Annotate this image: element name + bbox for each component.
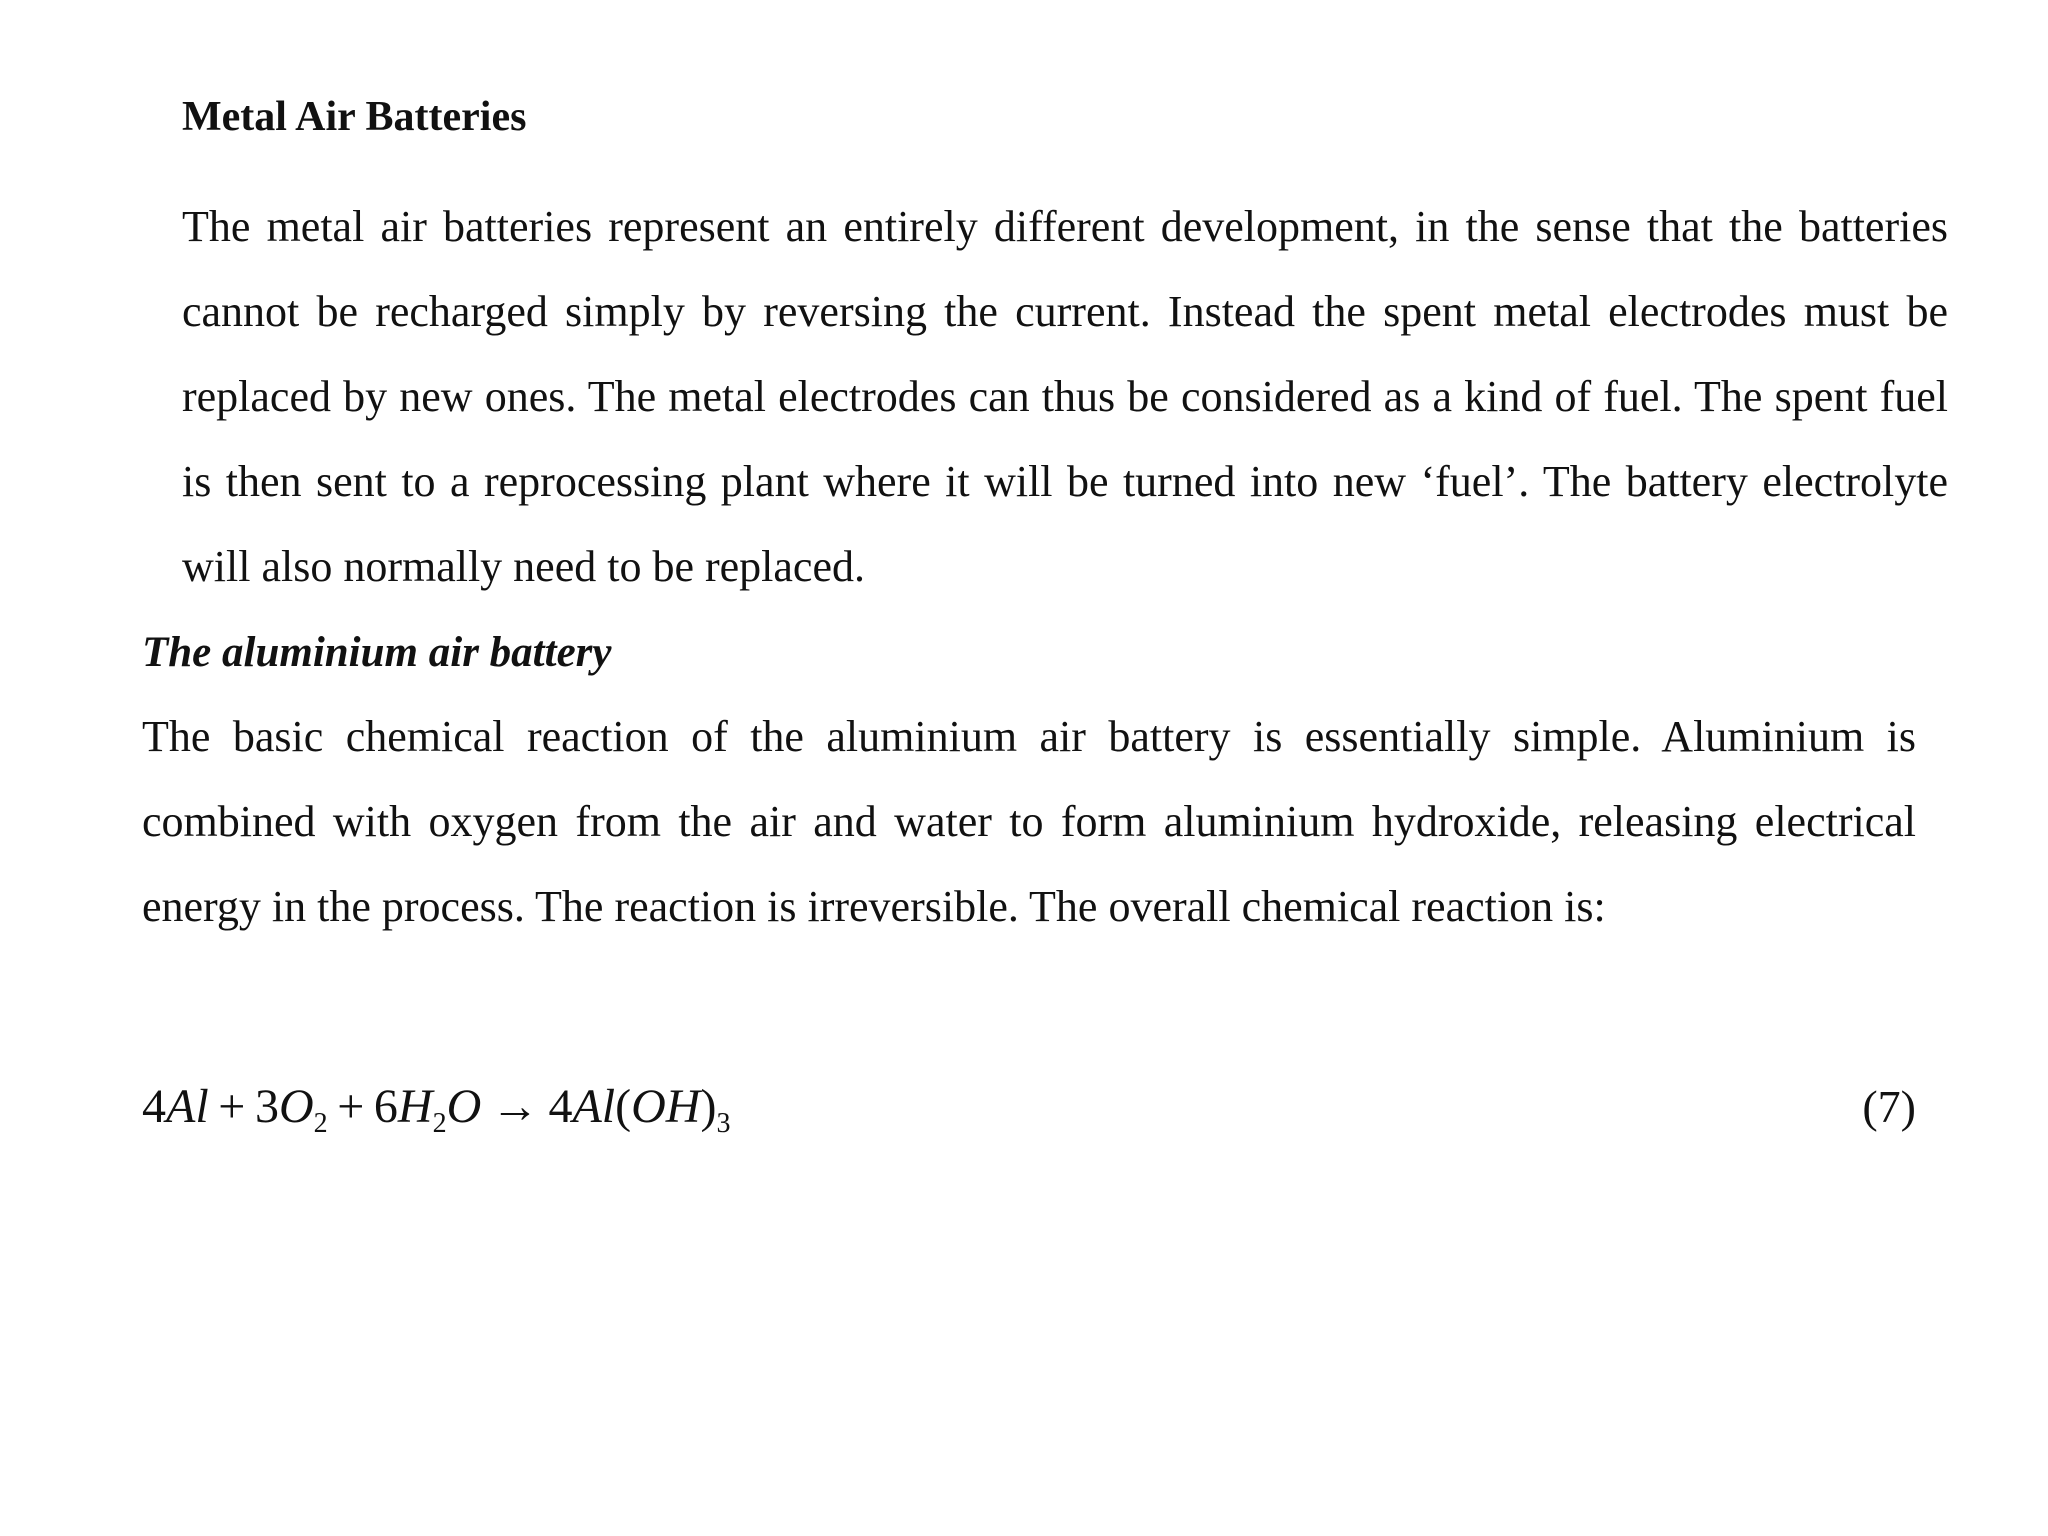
- section-title: Metal Air Batteries: [182, 94, 527, 140]
- subheading-aluminium-air-battery: The aluminium air battery: [142, 629, 612, 676]
- equation-row: [142, 1072, 1916, 1142]
- paragraph-aluminium-reaction: The basic chemical reaction of the aluminium air battery is essentially simple. Aluminium is combined with oxygen from the air and water to form aluminium hydroxide, releasing electrical energy in the process. The reaction is irreversible. The overall chemical reaction is:: [142, 712, 1916, 931]
- chemical-equation: $4Al + 3O_2 + 6H_2O \to 4Al(OH)_3$: [142, 1080, 731, 1139]
- paragraph-metal-air-batteries: The metal air batteries represent an entirely different development, in the sense that the batteries cannot be recharged simply by reversing the current. Instead the spent metal electrodes must be replaced by new ones. The metal electrodes can thus be considered as a kind of fuel. The spent fuel is then sent to a reprocessing plant where it will be turned into new ‘fuel’. The battery electrolyte will also normally need to be replaced.: [182, 202, 1948, 591]
- equation-number: (7): [1862, 1081, 1916, 1132]
